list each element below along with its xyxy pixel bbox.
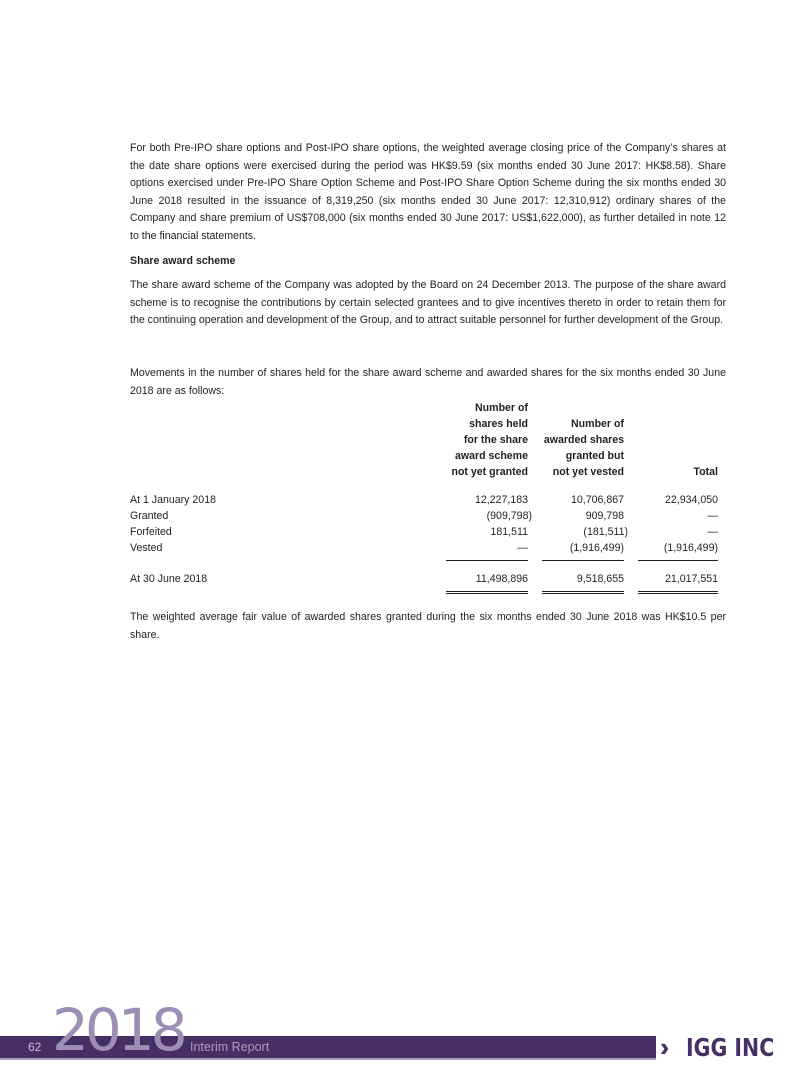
share-award-paragraph: The share award scheme of the Company was adopted by the Board on 24 December 2013. The purpose of the share award scheme is to recognise the contributions by certain selected grantees and to give incentives thereto in order to retain them for the continuing operation and development of the Group, and to attract suitable personnel for further development of the Group. [130, 279, 726, 326]
header-line: award scheme [454, 450, 528, 462]
row-label: Forfeited [130, 526, 172, 538]
page-number: 62 [28, 1040, 42, 1054]
header-line: not yet granted [451, 466, 528, 478]
cell: 181,511 [490, 526, 528, 538]
cell: (1,916,499) [638, 540, 718, 561]
header-line: Number of [475, 402, 528, 414]
cell: 10,706,867 [570, 494, 624, 506]
column-header-shares-held [446, 400, 528, 492]
cell: — [707, 510, 718, 522]
share-options-paragraph: For both Pre-IPO share options and Post-IPO share options, the weighted average closing price of the Company’s shares at the date share options were exercised during the period was HK$9.59 (six months ended 30 June 2017: HK$8.58). Share options exercised under Pre-IPO Share Option Scheme and Post-IPO Share Option Scheme during the six months ended 30 June 2018 resulted in the issuance of 8,319,250 (six months ended 30 June 2017: 12,310,912) ordinary shares of the Company and share premium of US$708,000 (six months ended 30 June 2017: US$1,622,000), as further detailed in note 12 to the financial statements. [130, 142, 726, 242]
cell: (909,798) [486, 510, 532, 522]
header-line: granted but [565, 450, 624, 462]
cell: 909,798 [585, 510, 624, 522]
share-movements-table [130, 400, 718, 594]
header-line: Number of [571, 418, 624, 430]
header-line: shares held [469, 418, 528, 430]
cell: — [446, 540, 528, 561]
cell: 12,227,183 [474, 494, 528, 506]
cell: 21,017,551 [638, 571, 718, 594]
section-heading: Share award scheme [130, 255, 236, 267]
table-total-row [130, 561, 718, 594]
year-graphic: 2018 [52, 996, 184, 1064]
table-header-row [130, 400, 718, 492]
cell: 22,934,050 [664, 494, 718, 506]
column-header-awarded-shares [528, 400, 624, 492]
header-line: not yet vested [552, 466, 624, 478]
fair-value-paragraph: The weighted average fair value of awarded shares granted during the six months ended 30 June 2018 was HK$10.5 per share. [130, 611, 726, 641]
cell: (1,916,499) [542, 540, 624, 561]
cell: — [707, 526, 718, 538]
company-logo: IGG INC [686, 1033, 775, 1062]
header-line: Total [693, 466, 718, 478]
row-label: At 1 January 2018 [130, 494, 216, 506]
cell: 11,498,896 [446, 571, 528, 594]
table-row [130, 540, 718, 561]
table-row [130, 508, 718, 524]
movements-paragraph: Movements in the number of shares held for the share award scheme and awarded shares for the six months ended 30 June 2018 are as follows: [130, 367, 726, 397]
row-label: At 30 June 2018 [130, 573, 208, 585]
table-row [130, 524, 718, 540]
chevron-icon: ›› [660, 1032, 662, 1062]
header-line: awarded shares [543, 434, 624, 446]
header-line: for the share [463, 434, 528, 446]
table-row [130, 492, 718, 508]
row-label: Vested [130, 542, 163, 554]
column-header-total [624, 400, 718, 492]
cell: 9,518,655 [542, 571, 624, 594]
cell: (181,511) [583, 526, 628, 538]
row-label: Granted [130, 510, 169, 522]
report-title: Interim Report [190, 1040, 270, 1054]
